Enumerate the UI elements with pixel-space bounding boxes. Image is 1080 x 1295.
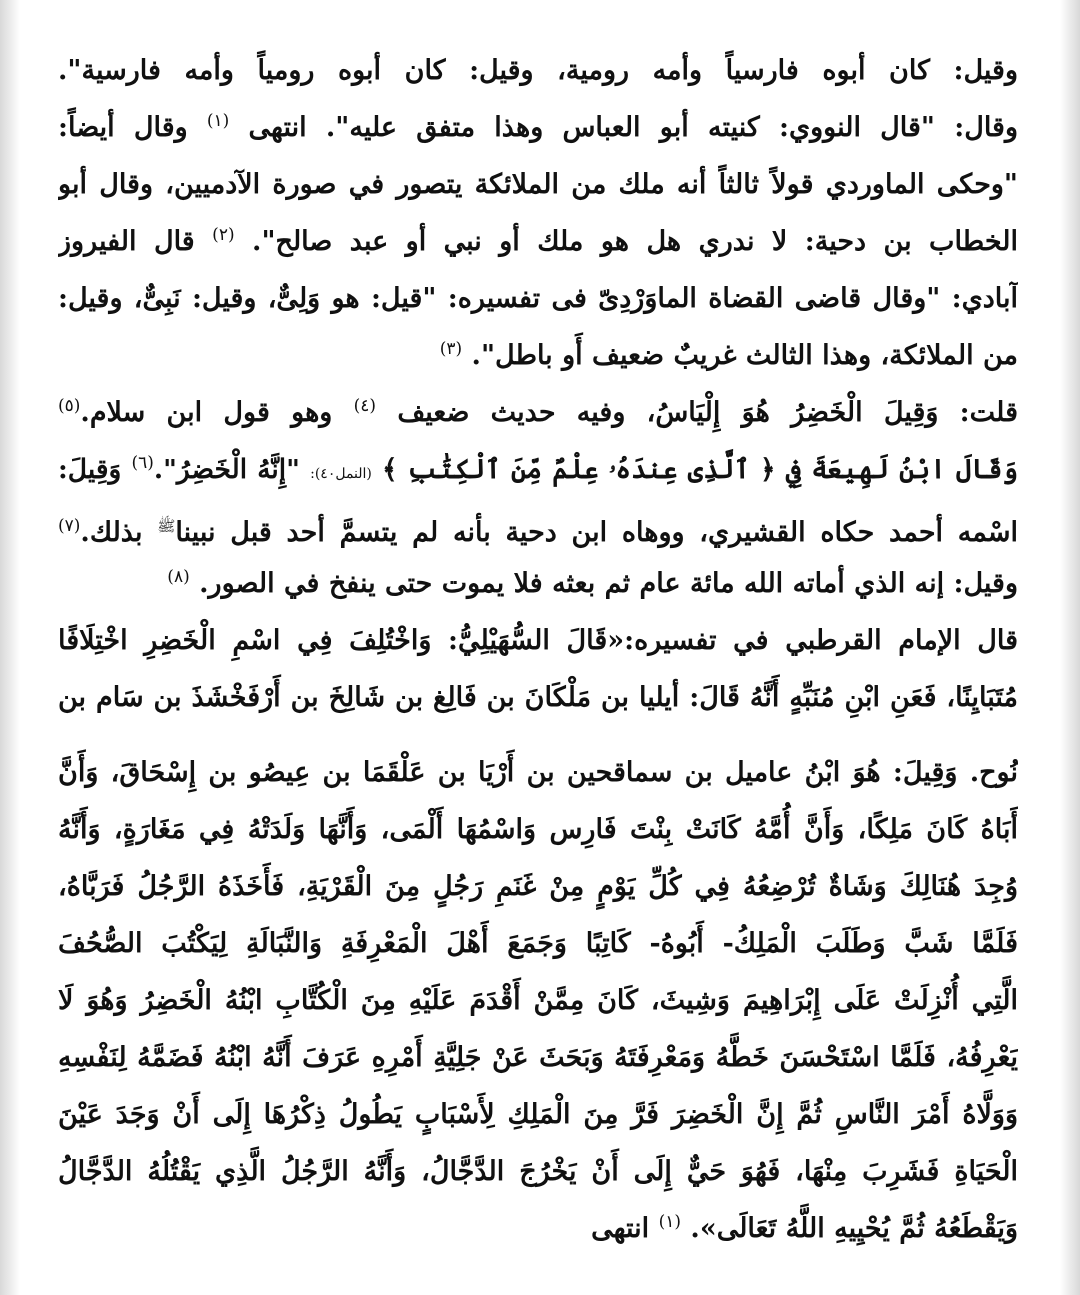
text-line [58,669,1018,726]
text-line [58,42,1018,99]
text-line [58,801,1018,858]
footnote-marker: (٤) [353,396,377,416]
text-block-bottom [58,744,1018,1257]
text-line [58,915,1018,972]
page-edge-right [1060,0,1080,1295]
line-text: نُوح. وَقِيلَ: هُوَ ابْنُ عاميل بن سماقحين بن أَرْيَا بن عَلْقَمَا بن عِيصُو بن إِسْحَاقَ، وَأَنَّ [58,757,1018,788]
line-text: انتهى [591,1213,650,1244]
text-line [58,1200,1018,1257]
line-text: آبادي: "وقال قاضى القضاة الماوَرْدِىّ فى تفسيره: "قيل: هو وَلِىٌّ، وقيل: نَبِىٌّ، وقيل: [58,283,1018,314]
text-line [58,1029,1018,1086]
page-edge-left [0,0,20,1295]
line-text: : وَقِيلَ الْخَضِرُ هُوَ إِلْيَاسُ، وفيه حديث ضعيف [397,397,970,428]
footnote-marker: (٢) [212,225,235,245]
footnote-marker: (٥) [58,396,81,416]
footnote-marker: (١) [658,1212,682,1232]
line-text: اسْمه أحمد حكاه القشيري، ووهاه ابن دحية بأنه لم يتسمَّ أحد قبل نبينا [175,517,1018,548]
text-line [58,99,1018,156]
text-line [58,213,1018,270]
line-text: وقيل: إنه الذي أماته الله مائة عام ثم بعثه فلا يموت حتى ينفخ في الصور. [199,568,1018,599]
line-text: الْحَيَاةِ فَشَرِبَ مِنْهَا، فَهُوَ حَيٌّ إِلَى أَنْ يَخْرُجَ الدَّجَّالُ، وَأَنَّهُ الرَّجُلُ الَّذِي يَقْتُلُهُ الدَّجَّالُ [58,1156,1018,1187]
line-text: وهو قول ابن سلام. [80,397,333,428]
text-line [58,156,1018,213]
qult-label: قلت [969,397,1018,428]
line-text: فَلَمَّا شَبَّ وَطَلَبَ الْمَلِكُ- أَبُوهُ- كَاتِبًا وَجَمَعَ أَهْلَ الْمَعْرِفَةِ وَالنَّبَالَةِ لِيَكْتُبَ الصُّحُفَ [58,928,1018,959]
line-text: وَيَقْطَعُهُ ثُمَّ يُحْيِيهِ اللَّهُ تَعَالَى». [690,1213,1018,1244]
line-text: وُجِدَ هُنَالِكَ وَشَاةٌ تُرْضِعُهُ فِي كُلِّ يَوْمٍ مِنْ غَنَمِ رَجُلٍ مِنَ الْقَرْيَةِ، فَأَخَذَهُ الرَّجُلُ فَرَبَّاهُ، [58,871,1018,902]
line-text: وقال أيضاً: [58,112,188,143]
text-line [58,441,1018,498]
footnote-marker: (٦) [131,453,154,474]
verse-reference: (النمل٤٠): [310,466,372,482]
text-line [58,1086,1018,1143]
line-text: الخطاب بن دحية: لا ندري هل هو ملك أو نبي أو عبد صالح". [252,226,1018,257]
footnote-marker: (٨) [167,567,190,587]
text-line [58,384,1018,441]
text-line [58,858,1018,915]
text-line [58,498,1018,555]
line-text: وَقِيلَ: [58,454,122,485]
footnote-marker: (٣) [439,339,463,359]
line-text: قال الفيروز [58,226,195,257]
text-line [58,612,1018,669]
text-block-top [58,42,1018,726]
text-line [58,270,1018,327]
line-text: وقال: "قال النووي: كنيته أبو العباس وهذا متفق عليه". انتهى [248,112,1018,143]
text-line [58,972,1018,1029]
line-text: "وحكى الماوردي قولاً ثالثاً أنه ملك من الملائكة يتصور في صورة الآدميين، وقال أبو [58,169,1018,200]
document-page [58,42,1018,1257]
line-text: "إِنَّهُ الْخَضِرُ". [153,454,300,485]
line-text: وَوَلَّاهُ أَمْرَ النَّاسِ ثُمَّ إِنَّ الْخَضِرَ فَرَّ مِنَ الْمَلِكِ لِأَسْبَابٍ يَطُولُ ذِكْرُهَا إِلَى أَنْ وَجَدَ عَيْنَ [58,1099,1018,1130]
footnote-marker: (٧) [58,516,81,536]
line-text: من الملائكة، وهذا الثالث غريبٌ ضعيف أَو باطل". [471,340,1018,371]
line-text: قال الإمام القرطبي في تفسيره:«قَالَ السُّهَيْلِيُّ: وَاخْتُلِفَ فِي اسْمِ الْخَضِرِ اخْتِلَافًا [58,625,1018,656]
line-text: يَعْرِفُهُ، فَلَمَّا اسْتَحْسَنَ خَطَّهُ وَمَعْرِفَتَهُ وَبَحَثَ عَنْ جَلِيَّةِ أَمْرِهِ عَرَفَ أَنَّهُ ابْنُهُ فَضَمَّهُ لِنَفْسِهِ [58,1042,1018,1073]
honorific-glyph: ﷺ [157,517,176,535]
text-line [58,1143,1018,1200]
line-text: وقيل: كان أبوه فارسياً وأمه رومية، وقيل: كان أبوه رومياً وأمه فارسية". [58,55,1018,86]
footnote-marker: (١) [206,111,230,131]
text-line [58,555,1018,612]
line-text: بذلك. [80,517,143,548]
text-line [58,327,1018,384]
line-text: مُتَبَايِنًا، فَعَنِ ابْنِ مُنَبِّهٍ أَنَّهُ قَالَ: أيليا بن مَلْكَانَ بن فَالِغ بن شَالِخَ بن أَرْفَخْشَذَ بن سَام بن [58,682,1018,713]
line-text: الَّتِي أُنْزِلَتْ عَلَى إِبْرَاهِيمَ وَشِيثَ، كَانَ مِمَّنْ أَقْدَمَ عَلَيْهِ مِنَ الْكُتَّابِ ابْنُهُ الْخَضِرُ وَهُوَ لَا [58,985,1018,1016]
quran-verse: وَقَالَ ابْنُ لَهِيعَةَ فِي ﴿ ٱلَّذِى عِندَهُۥ عِلْمٌ مِّنَ ٱلْكِتَٰبِ ﴾ [382,454,1018,485]
text-line [58,744,1018,801]
line-text: أَبَاهُ كَانَ مَلِكًا، وَأَنَّ أُمَّهُ كَانَتْ بِنْتَ فَارِس وَاسْمُهَا أَلْمَى، وَأَنَّهَا وَلَدَتْهُ فِي مَغَارَةٍ، وَأَنَّهُ [58,814,1018,845]
